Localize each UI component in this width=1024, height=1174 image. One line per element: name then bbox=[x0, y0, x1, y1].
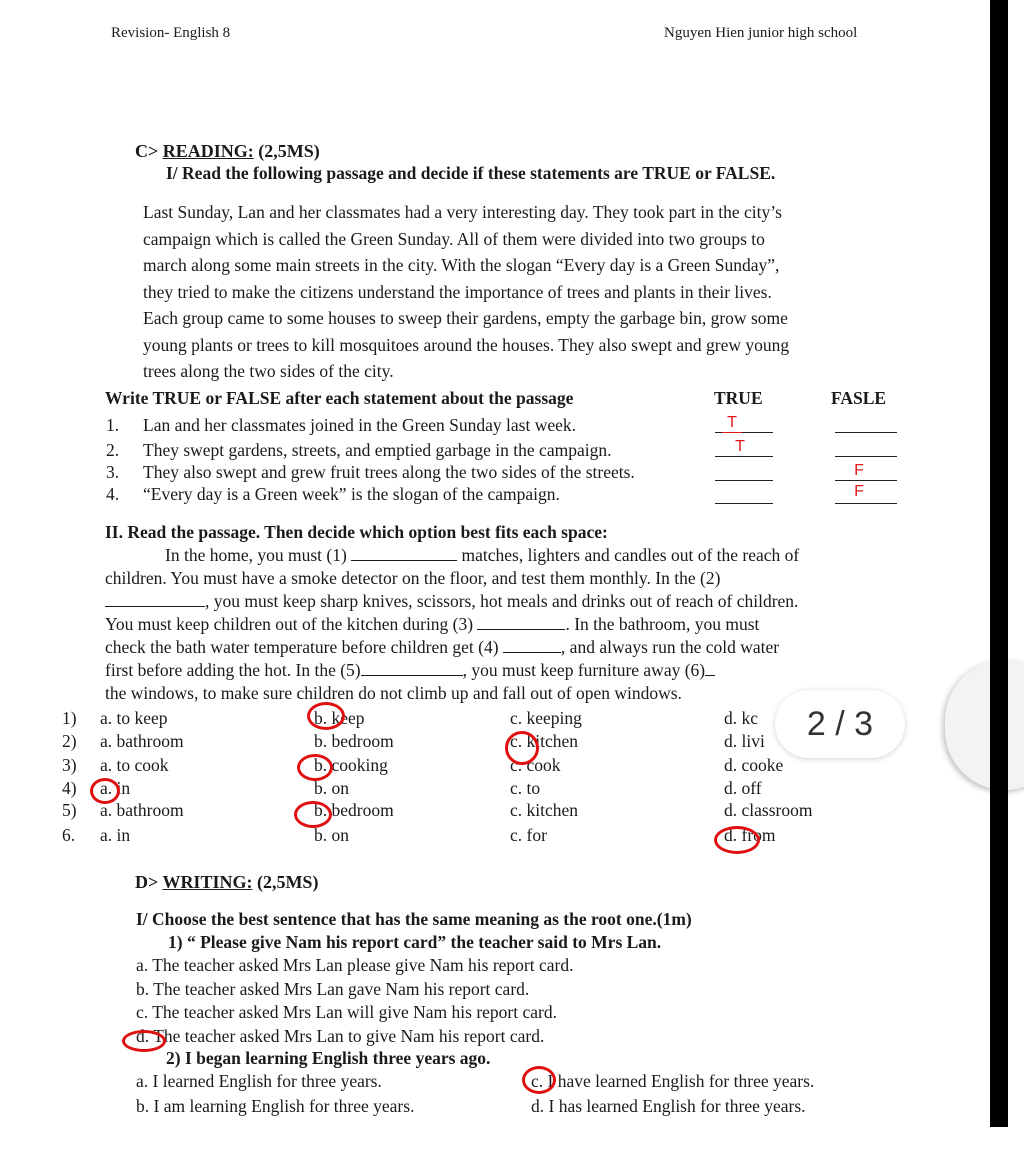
cloze-line bbox=[105, 590, 905, 613]
option-b: b. cooking bbox=[314, 755, 388, 775]
cloze-text: , you must keep furniture away (6) bbox=[462, 660, 706, 680]
option-c: c. cook bbox=[510, 755, 561, 775]
cloze-line bbox=[105, 613, 905, 636]
option-number: 6. bbox=[62, 825, 76, 845]
answer-circle bbox=[122, 1030, 166, 1052]
false-mark: F bbox=[854, 462, 864, 479]
cloze-text: matches, lighters and candles out of the reach of bbox=[457, 545, 800, 565]
cloze-line bbox=[105, 567, 905, 590]
q2-option-a: a. I learned English for three years. bbox=[136, 1071, 382, 1091]
false-mark: F bbox=[854, 483, 864, 500]
option-number: 2) bbox=[62, 731, 77, 751]
option-a: a. bathroom bbox=[100, 800, 184, 820]
option-b: b. on bbox=[314, 825, 349, 845]
true-answer-line bbox=[715, 480, 773, 481]
writing-score: (2,5MS) bbox=[252, 872, 319, 892]
passage-line: Last Sunday, Lan and her classmates had a very interesting day. They took part in the city’s bbox=[143, 202, 782, 222]
cloze-text: children. You must have a smoke detector on the floor, and test them monthly. In the (2) bbox=[105, 568, 721, 588]
false-answer-line bbox=[835, 503, 897, 504]
reading-part1-instruction: I/ Read the following passage and decide if these statements are TRUE or FALSE. bbox=[166, 163, 776, 183]
option-c: c. to bbox=[510, 778, 541, 798]
cloze-blank-1 bbox=[351, 546, 457, 561]
writing-question-1: 1) “ Please give Nam his report card” the teacher said to Mrs Lan. bbox=[168, 932, 662, 952]
passage-line: Each group came to some houses to sweep their gardens, empty the garbage bin, grow some bbox=[143, 308, 788, 328]
q2-option-b: b. I am learning English for three years. bbox=[136, 1096, 415, 1116]
statement-text: Lan and her classmates joined in the Green Sunday last week. bbox=[143, 415, 576, 435]
option-b: b. bedroom bbox=[314, 731, 394, 751]
cloze-text: In the home, you must (1) bbox=[165, 545, 352, 565]
statement-number: 2. bbox=[106, 440, 120, 460]
option-c: c. kitchen bbox=[510, 800, 579, 820]
writing-title: WRITING: bbox=[162, 872, 253, 892]
cloze-text: the windows, to make sure children do not climb up and fall out of open windows. bbox=[105, 683, 682, 703]
cloze-text: first before adding the hot. In the (5) bbox=[105, 660, 361, 680]
answer-circle bbox=[297, 754, 333, 781]
page-nav-panel[interactable] bbox=[945, 660, 1024, 790]
reading-title: READING: bbox=[162, 141, 254, 161]
passage-line: young plants or trees to kill mosquitoes around the houses. They also swept and grew young bbox=[143, 334, 790, 355]
cloze-blank-2 bbox=[105, 592, 205, 607]
answer-circle bbox=[714, 826, 760, 854]
option-number: 3) bbox=[62, 755, 77, 775]
option-d: d. classroom bbox=[724, 800, 813, 820]
answer-circle bbox=[90, 778, 120, 804]
false-answer-line bbox=[835, 456, 897, 457]
option-c: c. for bbox=[510, 825, 547, 845]
cloze-blank-6 bbox=[705, 661, 715, 676]
tf-header-false: FASLE bbox=[831, 388, 887, 408]
answer-circle bbox=[307, 702, 345, 730]
option-d: d. off bbox=[724, 778, 762, 798]
option-d: d. cooke bbox=[724, 755, 784, 775]
writing-question-2: 2) I began learning English three years ago. bbox=[166, 1048, 491, 1068]
option-b: b. on bbox=[314, 778, 349, 798]
q1-option-d: d. The teacher asked Mrs Lan to give Nam his report card. bbox=[136, 1026, 545, 1046]
option-d: d. kc bbox=[724, 708, 759, 728]
q1-option-c: c. The teacher asked Mrs Lan will give Nam his report card. bbox=[136, 1002, 557, 1022]
option-number: 4) bbox=[62, 778, 77, 798]
q1-option-a: a. The teacher asked Mrs Lan please give Nam his report card. bbox=[136, 955, 574, 975]
true-answer-line bbox=[715, 456, 773, 457]
passage-line: march along some main streets in the city. With the slogan “Every day is a Green Sunday”, bbox=[143, 255, 780, 275]
reading-prefix: C> bbox=[135, 141, 163, 161]
cloze-line bbox=[105, 659, 905, 682]
writing-section-title bbox=[135, 872, 318, 893]
writing-part1-instruction: I/ Choose the best sentence that has the same meaning as the root one.(1m) bbox=[136, 909, 692, 929]
cloze-text: , and always run the cold water bbox=[560, 637, 780, 657]
reading-passage bbox=[143, 199, 903, 385]
option-a: a. in bbox=[100, 778, 131, 798]
cloze-line bbox=[105, 544, 905, 567]
answer-circle bbox=[294, 801, 332, 828]
statement-text: They swept gardens, streets, and emptied garbage in the campaign. bbox=[143, 440, 612, 460]
cloze-blank-5 bbox=[361, 661, 463, 676]
answer-circle bbox=[505, 731, 539, 765]
q1-option-b: b. The teacher asked Mrs Lan gave Nam his report card. bbox=[136, 979, 530, 999]
option-a: a. to keep bbox=[100, 708, 168, 728]
false-answer-line bbox=[835, 432, 897, 433]
option-a: a. bathroom bbox=[100, 731, 184, 751]
q2-option-c: c. I have learned English for three years. bbox=[531, 1071, 815, 1091]
reading-part2-instruction: II. Read the passage. Then decide which option best fits each space: bbox=[105, 522, 608, 542]
passage-line: trees along the two sides of the city. bbox=[143, 361, 394, 381]
passage-line: they tried to make the citizens understand the importance of trees and plants in their lives. bbox=[143, 281, 772, 302]
false-answer-line bbox=[835, 480, 897, 481]
statement-number: 1. bbox=[106, 415, 120, 435]
option-c: c. keeping bbox=[510, 708, 582, 728]
option-b: b. keep bbox=[314, 708, 365, 728]
option-number: 5) bbox=[62, 800, 77, 820]
cloze-blank-3 bbox=[477, 615, 565, 630]
reading-part2-passage bbox=[105, 544, 905, 705]
header-left: Revision- English 8 bbox=[111, 25, 231, 41]
option-d: d. from bbox=[724, 825, 776, 845]
true-answer-line bbox=[715, 503, 773, 504]
option-b: b. bedroom bbox=[314, 800, 394, 820]
cloze-text: check the bath water temperature before children get (4) bbox=[105, 637, 503, 657]
writing-prefix: D> bbox=[135, 872, 163, 892]
statement-text: “Every day is a Green week” is the slogan of the campaign. bbox=[143, 484, 560, 504]
q2-option-d: d. I has learned English for three years. bbox=[531, 1096, 806, 1116]
cloze-blank-4 bbox=[503, 638, 561, 653]
cloze-text: , you must keep sharp knives, scissors, hot meals and drinks out of reach of children. bbox=[205, 591, 799, 611]
option-a: a. to cook bbox=[100, 755, 169, 775]
scrollbar[interactable] bbox=[990, 0, 1008, 1127]
tf-instruction: Write TRUE or FALSE after each statement about the passage bbox=[105, 388, 574, 408]
option-number: 1) bbox=[62, 708, 77, 728]
statement-text: They also swept and grew fruit trees along the two sides of the streets. bbox=[143, 462, 635, 482]
page-indicator: 2 / 3 bbox=[775, 690, 905, 758]
true-mark: T bbox=[735, 438, 745, 455]
header-right: Nguyen Hien junior high school bbox=[664, 25, 858, 41]
cloze-text: You must keep children out of the kitchen during (3) bbox=[105, 614, 478, 634]
reading-score: (2,5MS) bbox=[253, 141, 320, 161]
tf-header-true: TRUE bbox=[714, 388, 763, 408]
option-d: d. livi bbox=[724, 731, 765, 751]
option-c: c. kitchen bbox=[510, 731, 579, 751]
statement-number: 3. bbox=[106, 462, 120, 482]
answer-circle bbox=[522, 1066, 556, 1094]
statement-number: 4. bbox=[106, 484, 120, 504]
option-a: a. in bbox=[100, 825, 131, 845]
cloze-line bbox=[105, 636, 905, 659]
true-mark: T bbox=[722, 414, 742, 433]
passage-line: campaign which is called the Green Sunday. All of them were divided into two groups to bbox=[143, 228, 765, 249]
reading-section-title bbox=[135, 141, 320, 162]
cloze-text: . In the bathroom, you must bbox=[565, 614, 760, 634]
